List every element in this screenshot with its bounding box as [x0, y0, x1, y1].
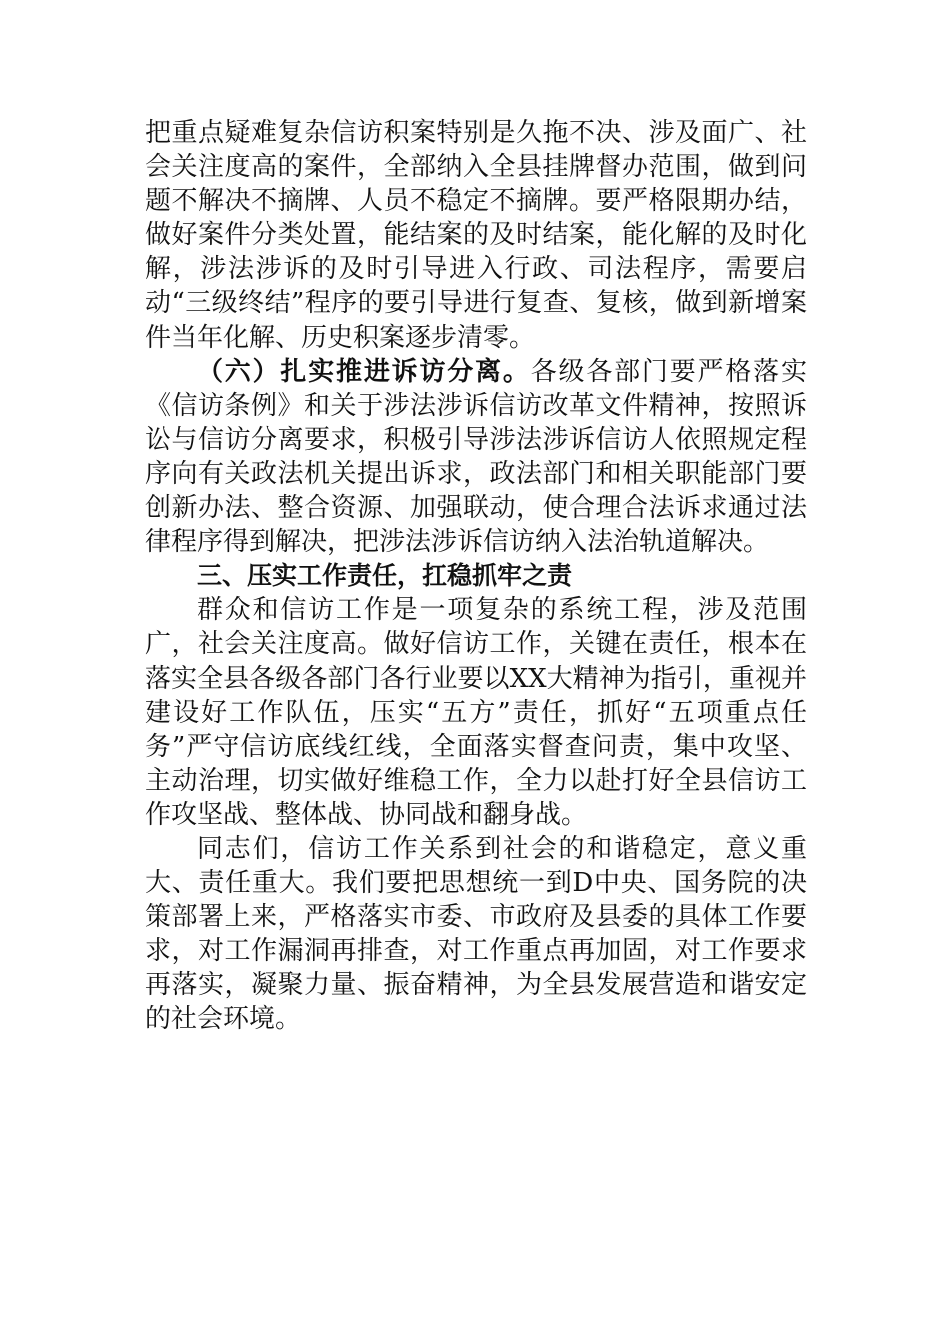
paragraph-responsibility: 群众和信访工作是一项复杂的系统工程，涉及范围广，社会关注度高。做好信访工作，关键在责任，根本在落实全县各级各部门各行业要以XX大精神为指引，重视并建设好工作队伍，压实“五方”责任，抓好“五项重点任务”严守信访底线红线，全面落实督查问责，集中攻坚、主动治理，切实做好维稳工作，全力以赴打好全县信访工作攻坚战、整体战、协同战和翻身战。 — [145, 595, 807, 830]
section-heading-three: 三、压实工作责任，扛稳抓牢之责 — [197, 561, 573, 591]
section-six-body: 各级各部门要严格落实《信访条例》和关于涉法涉诉信访改革文件精神，按照诉讼与信访分离要求，积极引导涉法涉诉信访人依照规定程序向有关政法机关提出诉求，政法部门和相关职能部门要创新办法、整合资源、加强联动，使合理合法诉求通过法律程序得到解决，把涉法涉诉信访纳入法治轨道解决。 — [145, 356, 807, 558]
paragraph-continued: 把重点疑难复杂信访积案特别是久拖不决、涉及面广、社会关注度高的案件，全部纳入全县挂牌督办范围，做到问题不解决不摘牌、人员不稳定不摘牌。要严格限期办结，做好案件分类处置，能结案的及时结案，能化解的及时化解，涉法涉诉的及时引导进入行政、司法程序，需要启动“三级终结”程序的要引导进行复查、复核，做到新增案件当年化解、历史积案逐步清零。 — [145, 118, 807, 353]
section-six-lead: （六）扎实推进诉访分离。 — [197, 356, 531, 387]
document-page — [145, 116, 807, 1037]
paragraph-section-six — [145, 355, 807, 560]
paragraph-closing: 同志们，信访工作关系到社会的和谐稳定，意义重大、责任重大。我们要把思想统一到D中央、国务院的决策部署上来，严格落实市委、市政府及县委的具体工作要求，对工作漏洞再排查，对工作重点再加固，对工作要求再落实，凝聚力量、振奋精神，为全县发展营造和谐安定的社会环境。 — [145, 833, 807, 1035]
